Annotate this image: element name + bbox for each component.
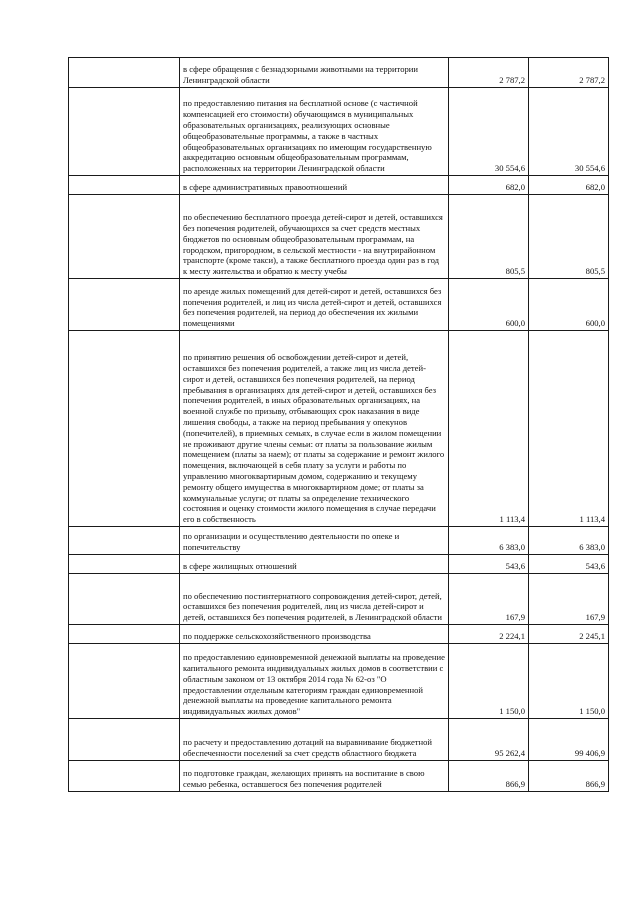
- table-row: [69, 331, 609, 527]
- code-cell: [69, 279, 180, 331]
- description-cell: по обеспечению постинтернатного сопровождения детей-сирот, детей, оставшихся без попечения родителей, лиц из числа детей-сирот и детей, оставшихся без попечения родителей, в Ленинградской области: [180, 574, 449, 625]
- budget-table: [68, 57, 609, 792]
- code-cell: [69, 88, 180, 176]
- amount-cell-1: 543,6: [449, 555, 529, 574]
- description-cell: в сфере обращения с безнадзорными животными на территории Ленинградской области: [180, 58, 449, 88]
- amount-cell-2: 2 245,1: [529, 625, 609, 644]
- table-row: [69, 644, 609, 719]
- amount-cell-1: 2 224,1: [449, 625, 529, 644]
- table-row: [69, 58, 609, 88]
- amount-cell-2: 866,9: [529, 761, 609, 792]
- amount-cell-2: 1 150,0: [529, 644, 609, 719]
- table-row: [69, 555, 609, 574]
- amount-cell-2: 2 787,2: [529, 58, 609, 88]
- description-cell: по поддержке сельскохозяйственного производства: [180, 625, 449, 644]
- amount-cell-2: 805,5: [529, 195, 609, 279]
- code-cell: [69, 195, 180, 279]
- amount-cell-1: 95 262,4: [449, 719, 529, 761]
- description-cell: по принятию решения об освобождении детей-сирот и детей, оставшихся без попечения родителей, а также лиц из числа детей-сирот и детей, оставшихся без попечения родителей, на период пребывания в организациях для детей-сирот и детей, оставшихся без попечения родителей, в иных образовательных организациях, на военной службе по призыву, отбывающих срок наказания в виде лишения свободы, а также на период пребывания у опекунов (попечителей), в приемных семьях, в случае если в жилом помещении не проживают другие члены семьи: от платы за пользование жилым помещением (платы за наем); от платы за содержание и ремонт жилого помещения, включающей в себя плату за услуги и работы по управлению многоквартирным домом, содержанию и текущему ремонту общего имущества в многоквартирном доме; от платы за коммунальные услуги; от платы за определение технического состояния и оценку стоимости жилого помещения в случае передачи его в собственность: [180, 331, 449, 527]
- table-row: [69, 195, 609, 279]
- code-cell: [69, 719, 180, 761]
- code-cell: [69, 58, 180, 88]
- amount-cell-1: 682,0: [449, 176, 529, 195]
- code-cell: [69, 644, 180, 719]
- amount-cell-2: 1 113,4: [529, 331, 609, 527]
- description-cell: по организации и осуществлению деятельности по опеке и попечительству: [180, 527, 449, 555]
- table-row: [69, 279, 609, 331]
- table-row: [69, 88, 609, 176]
- amount-cell-1: 1 150,0: [449, 644, 529, 719]
- code-cell: [69, 527, 180, 555]
- amount-cell-2: 167,9: [529, 574, 609, 625]
- amount-cell-2: 99 406,9: [529, 719, 609, 761]
- amount-cell-2: 6 383,0: [529, 527, 609, 555]
- amount-cell-2: 682,0: [529, 176, 609, 195]
- description-cell: по подготовке граждан, желающих принять на воспитание в свою семью ребенка, оставшегося без попечения родителей: [180, 761, 449, 792]
- code-cell: [69, 625, 180, 644]
- code-cell: [69, 761, 180, 792]
- code-cell: [69, 574, 180, 625]
- code-cell: [69, 331, 180, 527]
- amount-cell-1: 866,9: [449, 761, 529, 792]
- amount-cell-1: 2 787,2: [449, 58, 529, 88]
- amount-cell-1: 600,0: [449, 279, 529, 331]
- table-row: [69, 625, 609, 644]
- amount-cell-1: 805,5: [449, 195, 529, 279]
- description-cell: по предоставлению единовременной денежной выплаты на проведение капитального ремонта индивидуальных жилых домов в соответствии с областным законом от 13 октября 2014 года № 62-оз "О предоставлении отдельным категориям граждан единовременной денежной выплаты на проведение капитального ремонта индивидуальных жилых домов": [180, 644, 449, 719]
- amount-cell-1: 167,9: [449, 574, 529, 625]
- table-row: [69, 719, 609, 761]
- description-cell: в сфере жилищных отношений: [180, 555, 449, 574]
- amount-cell-1: 1 113,4: [449, 331, 529, 527]
- table-row: [69, 761, 609, 792]
- amount-cell-2: 543,6: [529, 555, 609, 574]
- description-cell: по обеспечению бесплатного проезда детей-сирот и детей, оставшихся без попечения родителей, обучающихся за счет средств местных бюджетов по основным общеобразовательным программам, на городском, пригородном, в сельской местности - на внутрирайонном транспорте (кроме такси), а также бесплатного проезда один раз в год к месту жительства и обратно к месту учебы: [180, 195, 449, 279]
- description-cell: по расчету и предоставлению дотаций на выравнивание бюджетной обеспеченности поселений за счет средств областного бюджета: [180, 719, 449, 761]
- description-cell: по предоставлению питания на бесплатной основе (с частичной компенсацией его стоимости) обучающимся в муниципальных образовательных организациях, реализующих основные общеобразовательные программы, а также в частных общеобразовательных организациях по имеющим государственную аккредитацию основным общеобразовательным программам, расположенных на территории Ленинградской области: [180, 88, 449, 176]
- code-cell: [69, 555, 180, 574]
- amount-cell-2: 30 554,6: [529, 88, 609, 176]
- description-cell: в сфере административных правоотношений: [180, 176, 449, 195]
- amount-cell-2: 600,0: [529, 279, 609, 331]
- amount-cell-1: 30 554,6: [449, 88, 529, 176]
- amount-cell-1: 6 383,0: [449, 527, 529, 555]
- table-row: [69, 527, 609, 555]
- code-cell: [69, 176, 180, 195]
- table-row: [69, 574, 609, 625]
- table-row: [69, 176, 609, 195]
- description-cell: по аренде жилых помещений для детей-сирот и детей, оставшихся без попечения родителей, и лиц из числа детей-сирот и детей, оставшихся без попечения родителей, на период до обеспечения их жилыми помещениями: [180, 279, 449, 331]
